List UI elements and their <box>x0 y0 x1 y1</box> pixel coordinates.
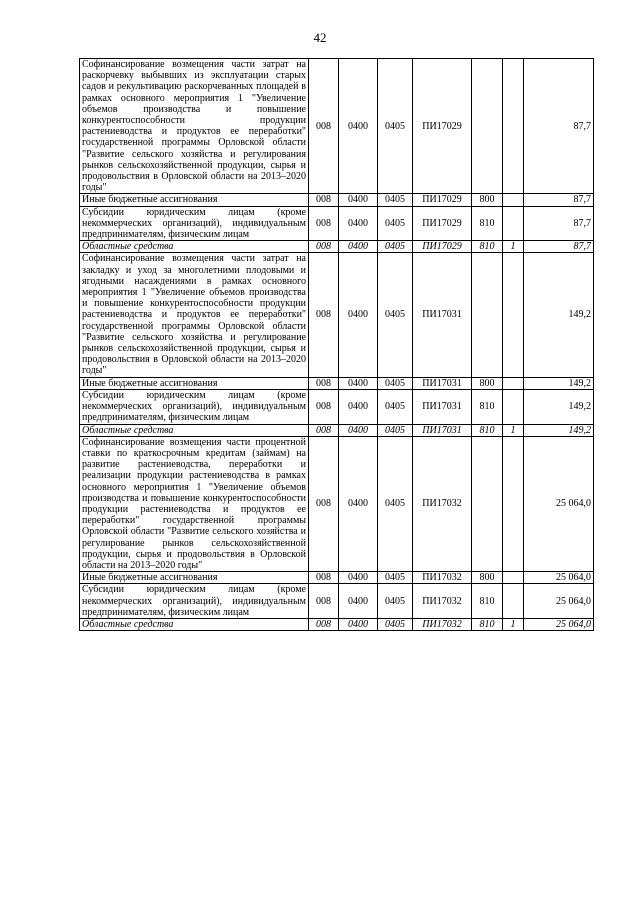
table-row <box>80 59 594 194</box>
cell-description: Субсидии юридическим лицам (кроме некоммерческих организаций), индивидуальным предпринимателям, физическим лицам <box>80 206 309 241</box>
cell-section-code: 0400 <box>339 584 378 619</box>
cell-amount: 25 064,0 <box>524 584 594 619</box>
cell-description: Областные средства <box>80 618 309 630</box>
table-row <box>80 389 594 424</box>
table-row <box>80 618 594 630</box>
cell-ministry-code: 008 <box>309 572 339 584</box>
cell-amount: 25 064,0 <box>524 618 594 630</box>
cell-amount: 149,2 <box>524 424 594 436</box>
cell-expense-type: 810 <box>472 618 503 630</box>
cell-subsection-code: 0405 <box>378 572 413 584</box>
cell-section-code: 0400 <box>339 572 378 584</box>
cell-description: Иные бюджетные ассигнования <box>80 194 309 206</box>
cell-funding-source <box>503 389 524 424</box>
cell-ministry-code: 008 <box>309 584 339 619</box>
cell-description: Иные бюджетные ассигнования <box>80 572 309 584</box>
cell-section-code: 0400 <box>339 59 378 194</box>
cell-funding-source <box>503 572 524 584</box>
cell-funding-source <box>503 584 524 619</box>
cell-section-code: 0400 <box>339 436 378 571</box>
cell-funding-source <box>503 253 524 377</box>
cell-ministry-code: 008 <box>309 618 339 630</box>
cell-ministry-code: 008 <box>309 206 339 241</box>
table-row <box>80 253 594 377</box>
cell-ministry-code: 008 <box>309 253 339 377</box>
cell-subsection-code: 0405 <box>378 241 413 253</box>
cell-target-article: ПИ17031 <box>413 389 472 424</box>
cell-subsection-code: 0405 <box>378 253 413 377</box>
cell-description: Областные средства <box>80 424 309 436</box>
cell-section-code: 0400 <box>339 206 378 241</box>
cell-subsection-code: 0405 <box>378 59 413 194</box>
cell-subsection-code: 0405 <box>378 206 413 241</box>
cell-target-article: ПИ17031 <box>413 377 472 389</box>
cell-amount: 25 064,0 <box>524 572 594 584</box>
cell-section-code: 0400 <box>339 389 378 424</box>
cell-section-code: 0400 <box>339 424 378 436</box>
cell-ministry-code: 008 <box>309 389 339 424</box>
cell-ministry-code: 008 <box>309 377 339 389</box>
table-row <box>80 241 594 253</box>
page-number: 42 <box>313 30 327 45</box>
cell-funding-source <box>503 59 524 194</box>
cell-subsection-code: 0405 <box>378 618 413 630</box>
cell-target-article: ПИ17032 <box>413 618 472 630</box>
cell-expense-type <box>472 436 503 571</box>
cell-target-article: ПИ17029 <box>413 241 472 253</box>
cell-subsection-code: 0405 <box>378 377 413 389</box>
table-row <box>80 572 594 584</box>
cell-ministry-code: 008 <box>309 241 339 253</box>
table-row <box>80 584 594 619</box>
cell-description: Субсидии юридическим лицам (кроме некоммерческих организаций), индивидуальным предпринимателям, физическим лицам <box>80 584 309 619</box>
cell-description: Софинансирование возмещения части затрат на закладку и уход за многолетними плодовыми и ягодными насаждениями в рамках основного мероприятия 1 "Увеличение объемов производства и повышение конкурентоспособности продукции растениеводства и продуктов ее переработки" государственной программы Орловской области "Развитие сельского хозяйства и регулирование рынков сельскохозяйственной продукции, сырья и продовольствия в Орловской области на 2013–2020 годы" <box>80 253 309 377</box>
cell-section-code: 0400 <box>339 194 378 206</box>
cell-expense-type: 810 <box>472 424 503 436</box>
cell-section-code: 0400 <box>339 253 378 377</box>
cell-funding-source <box>503 436 524 571</box>
cell-amount: 87,7 <box>524 241 594 253</box>
cell-target-article: ПИ17029 <box>413 194 472 206</box>
table-row <box>80 424 594 436</box>
cell-target-article: ПИ17032 <box>413 436 472 571</box>
cell-expense-type: 800 <box>472 194 503 206</box>
cell-amount: 149,2 <box>524 253 594 377</box>
cell-expense-type: 800 <box>472 377 503 389</box>
cell-funding-source: 1 <box>503 241 524 253</box>
cell-expense-type: 810 <box>472 241 503 253</box>
cell-target-article: ПИ17031 <box>413 424 472 436</box>
cell-section-code: 0400 <box>339 241 378 253</box>
cell-amount: 25 064,0 <box>524 436 594 571</box>
budget-table <box>79 58 594 631</box>
cell-target-article: ПИ17029 <box>413 59 472 194</box>
cell-expense-type <box>472 253 503 377</box>
cell-target-article: ПИ17031 <box>413 253 472 377</box>
cell-ministry-code: 008 <box>309 436 339 571</box>
cell-target-article: ПИ17032 <box>413 572 472 584</box>
cell-description: Субсидии юридическим лицам (кроме некоммерческих организаций), индивидуальным предпринимателям, физическим лицам <box>80 389 309 424</box>
cell-funding-source <box>503 206 524 241</box>
cell-expense-type: 810 <box>472 206 503 241</box>
table-row <box>80 377 594 389</box>
cell-amount: 149,2 <box>524 389 594 424</box>
cell-funding-source: 1 <box>503 424 524 436</box>
cell-subsection-code: 0405 <box>378 424 413 436</box>
cell-expense-type: 810 <box>472 584 503 619</box>
table-row <box>80 206 594 241</box>
cell-description: Иные бюджетные ассигнования <box>80 377 309 389</box>
cell-target-article: ПИ17029 <box>413 206 472 241</box>
cell-ministry-code: 008 <box>309 424 339 436</box>
cell-funding-source <box>503 377 524 389</box>
cell-ministry-code: 008 <box>309 59 339 194</box>
cell-target-article: ПИ17032 <box>413 584 472 619</box>
cell-ministry-code: 008 <box>309 194 339 206</box>
cell-description: Софинансирование возмещения части процентной ставки по краткосрочным кредитам (займам) на развитие растениеводства, переработки и реализации продукции растениеводства в рамках основного мероприятия 1 "Увеличение объемов производства и повышение конкурентоспособности продукции растениеводства и продуктов ее переработки" государственной программы Орловской области "Развитие сельского хозяйства и регулирование рынков сельскохозяйственной продукции, сырья и продовольствия в Орловской области на 2013–2020 годы" <box>80 436 309 571</box>
cell-amount: 87,7 <box>524 206 594 241</box>
cell-description: Софинансирование возмещения части затрат на раскорчевку выбывших из эксплуатации старых садов и рекультивацию раскорчеванных площадей в рамках основного мероприятия 1 "Увеличение объемов производства и повышение конкурентоспособности продукции растениеводства и продуктов ее переработки" государственной программы Орловской области "Развитие сельского хозяйства и регулирования рынков сельскохозяйственной продукции, сырья и продовольствия в Орловской области на 2013–2020 годы" <box>80 59 309 194</box>
cell-subsection-code: 0405 <box>378 389 413 424</box>
cell-funding-source <box>503 194 524 206</box>
cell-amount: 149,2 <box>524 377 594 389</box>
cell-expense-type <box>472 59 503 194</box>
cell-expense-type: 810 <box>472 389 503 424</box>
cell-subsection-code: 0405 <box>378 584 413 619</box>
cell-description: Областные средства <box>80 241 309 253</box>
cell-subsection-code: 0405 <box>378 194 413 206</box>
cell-funding-source: 1 <box>503 618 524 630</box>
cell-expense-type: 800 <box>472 572 503 584</box>
cell-subsection-code: 0405 <box>378 436 413 571</box>
cell-section-code: 0400 <box>339 377 378 389</box>
cell-amount: 87,7 <box>524 194 594 206</box>
table-row <box>80 436 594 571</box>
cell-amount: 87,7 <box>524 59 594 194</box>
cell-section-code: 0400 <box>339 618 378 630</box>
table-row <box>80 194 594 206</box>
